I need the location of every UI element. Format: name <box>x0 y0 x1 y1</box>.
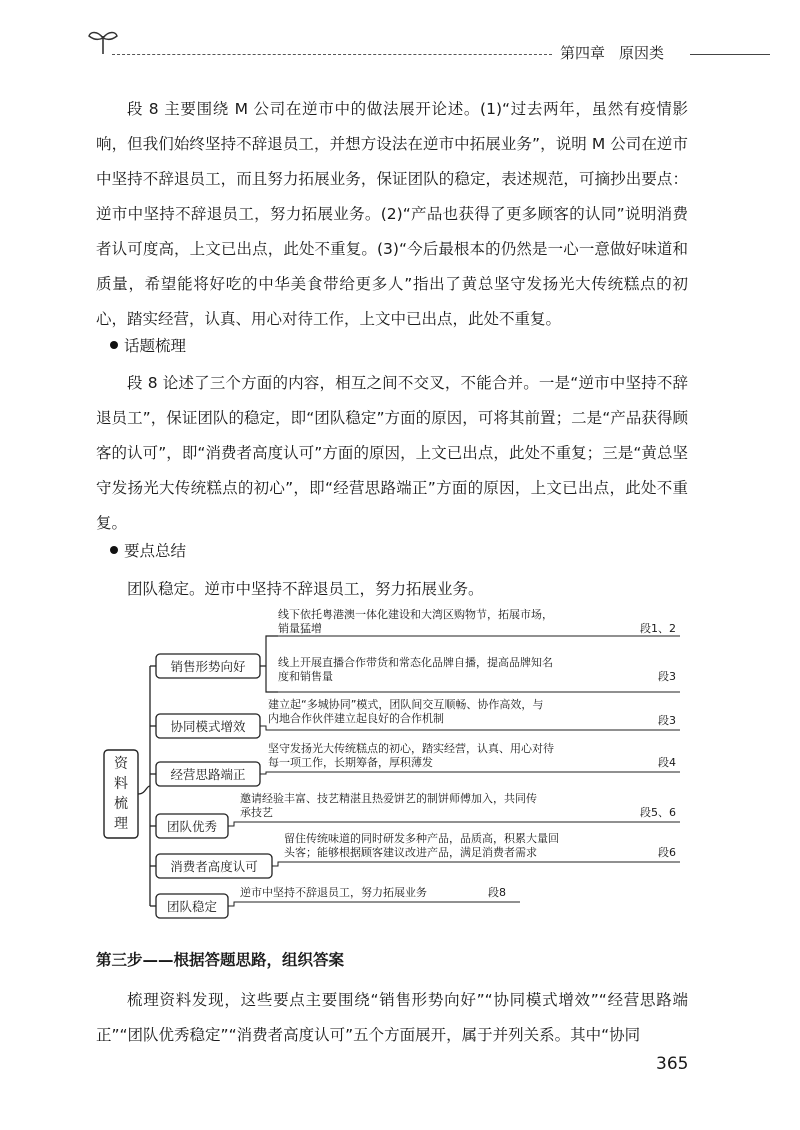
mindmap-root-char: 理 <box>114 816 128 832</box>
branch-label: 团队优秀 <box>166 819 218 834</box>
leaf-text: 留住传统味道的同时研发多种产品，品质高，积累大量回 <box>284 832 559 845</box>
leaf-text: 度和销售量 <box>278 670 333 683</box>
chapter-title: 原因类 <box>619 44 665 62</box>
leaf-text: 建立起“多城协同”模式，团队间交互顺畅、协作高效，与 <box>268 698 544 711</box>
leaf-text: 承技艺 <box>240 806 273 819</box>
leaf-ref: 段8 <box>488 886 506 899</box>
leaf-ref: 段6 <box>658 846 676 859</box>
header-rule-right <box>690 54 770 55</box>
leaf-text: 线上开展直播合作带货和常态化品牌自播，提高品牌知名 <box>278 656 553 669</box>
leaf-underline <box>228 822 680 826</box>
heading-topic-text: 话题梳理 <box>124 337 187 355</box>
leaf-ref: 段4 <box>658 756 676 769</box>
bullet-icon <box>110 341 118 349</box>
header-rule-left <box>112 54 552 55</box>
paragraph-summary: 团队稳定。逆市中坚持不辞退员工，努力拓展业务。 <box>127 580 484 598</box>
page-number: 365 <box>656 1054 689 1074</box>
branch-label: 经营思路端正 <box>170 767 246 782</box>
leaf-text: 坚守发扬光大传统糕点的初心，踏实经营，认真、用心对待 <box>268 742 554 755</box>
leaf-text: 逆市中坚持不辞退员工，努力拓展业务 <box>240 886 427 899</box>
heading-topic <box>110 334 186 356</box>
heading-summary <box>110 539 186 561</box>
leaf-text: 销量猛增 <box>278 622 322 635</box>
heading-summary-text: 要点总结 <box>124 542 187 560</box>
leaf-underline <box>272 862 680 866</box>
leaf-text: 每一项工作，长期筹备，厚积薄发 <box>268 756 433 769</box>
branch-label: 团队稳定 <box>166 899 218 914</box>
leaf-text: 线下依托粤港澳一体化建设和大湾区购物节，拓展市场， <box>278 608 553 621</box>
bullet-icon <box>110 546 118 554</box>
leaf-underline <box>228 902 520 906</box>
chapter-header <box>560 42 664 63</box>
paragraph-analysis: 段 8 主要围绕 M 公司在逆市中的做法展开论述。(1)“过去两年，虽然有疫情影响，但我们始终坚持不辞退员工，并想方设法在逆市中拓展业务”，说明 M 公司在逆市中坚持不辞退员工，而且努力拓展业务，保证团队的稳定，表述规范，可摘抄出要点：逆市中坚持不辞退员工，努力拓展业务。(2)“产品也获得了更多顾客的认同”说明消费者认可度高，上文已出点，此处不重复。(3)“今后最根本的仍然是一心一意做好味道和质量，希望能将好吃的中华美食带给更多人”指出了黄总坚守发扬光大传统糕点的初心，踏实经营，认真、用心对待工作，上文中已出点，此处不重复。 <box>96 100 688 328</box>
leaf-ref: 段3 <box>658 714 676 727</box>
branch-label: 销售形势向好 <box>170 659 246 674</box>
leaf-ref: 段5、6 <box>640 806 676 819</box>
branch-label: 协同模式增效 <box>170 719 246 734</box>
leaf-ref: 段3 <box>658 670 676 683</box>
paragraph-topic: 段 8 论述了三个方面的内容，相互之间不交叉，不能合并。一是“逆市中坚持不辞退员工”，保证团队的稳定，即“团队稳定”方面的原因，可将其前置；二是“产品获得顾客的认可”，即“消费者高度认可”方面的原因，上文已出点，此处不重复；三是“黄总坚守发扬光大传统糕点的初心”，即“经营思路端正”方面的原因，上文已出点，此处不重复。 <box>96 374 688 532</box>
paragraph-answer: 梳理资料发现，这些要点主要围绕“销售形势向好”“协同模式增效”“经营思路端正”“团队优秀稳定”“消费者高度认可”五个方面展开，属于并列关系。其中“协同 <box>96 991 688 1044</box>
branch-label: 消费者高度认可 <box>170 859 258 874</box>
leaf-text: 内地合作伙伴建立起良好的合作机制 <box>268 712 444 725</box>
heading-step3: 第三步——根据答题思路，组织答案 <box>96 951 345 969</box>
material-mindmap <box>100 600 690 930</box>
leaf-underline <box>260 772 680 774</box>
mindmap-root-char: 料 <box>114 776 128 792</box>
leaf-text: 邀请经验丰富、技艺精湛且热爱饼艺的制饼师傅加入，共同传 <box>240 792 537 805</box>
mindmap-root-char: 梳 <box>114 796 128 812</box>
leaf-text: 头客；能够根据顾客建议改进产品，满足消费者需求 <box>284 846 537 859</box>
leaf-ref: 段1、2 <box>640 622 676 635</box>
leaf-icon <box>86 26 120 56</box>
mindmap-root-char: 资 <box>114 756 128 772</box>
leaf-underline <box>260 726 680 730</box>
chapter-number: 第四章 <box>560 44 606 62</box>
